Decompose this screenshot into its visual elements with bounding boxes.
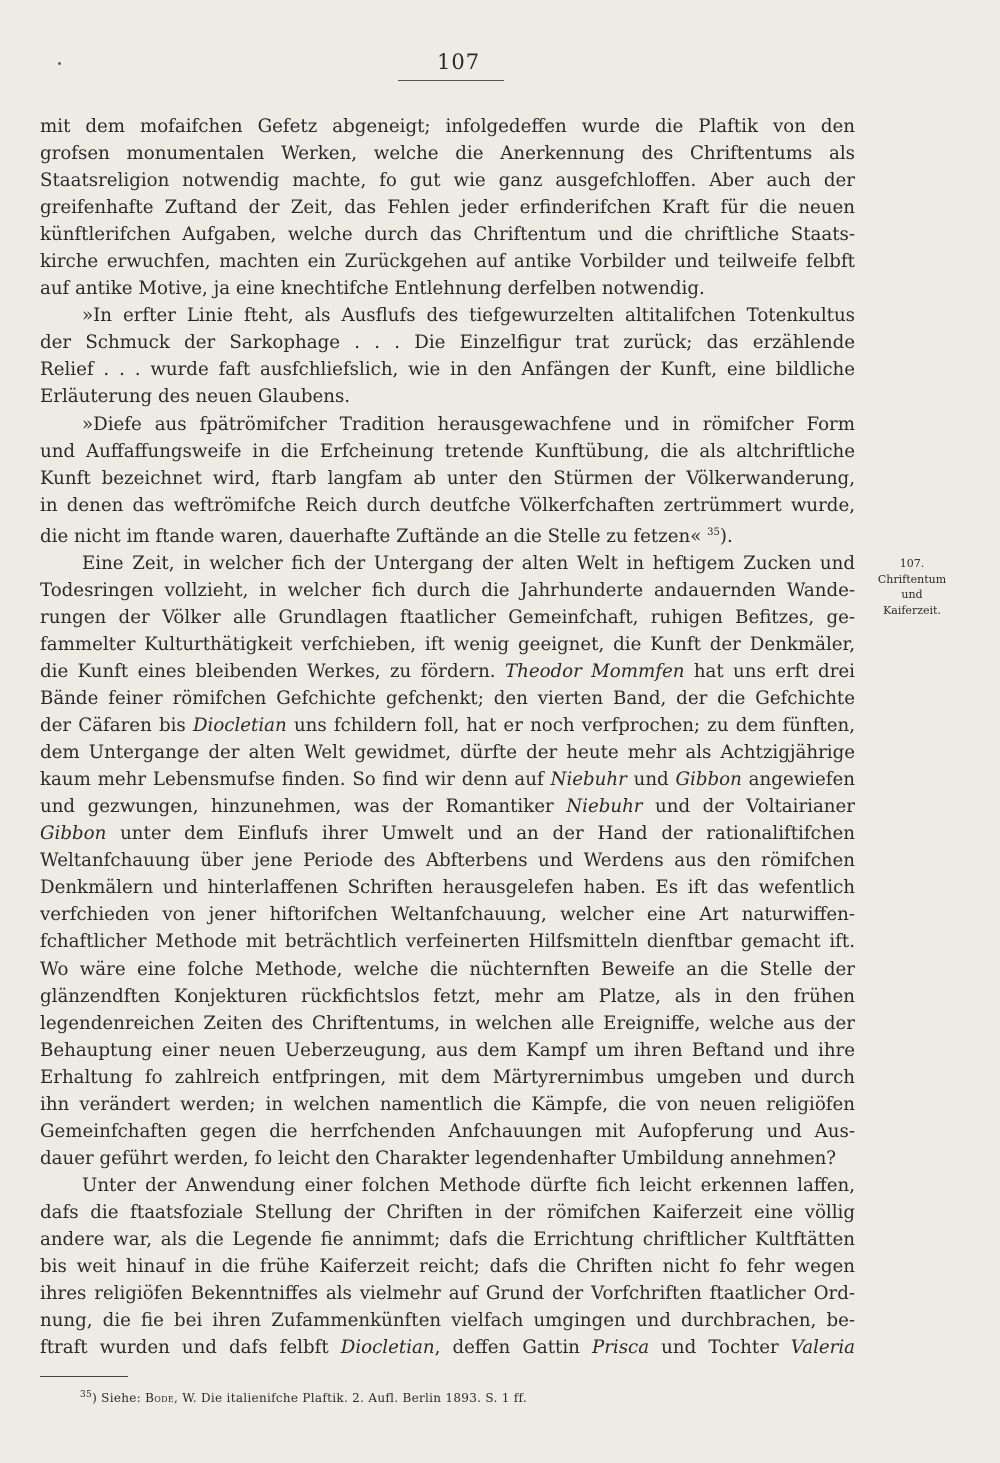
text-line: Erläuterung des neuen Glaubens. — [40, 386, 351, 408]
text-line — [40, 766, 855, 793]
text-line — [40, 519, 855, 550]
person-name: Valeria — [790, 1337, 856, 1359]
text-line: Kunft bezeichnet wird, ftarb langfam ab unter den Stürmen der Völkerwanderung, — [40, 467, 855, 489]
paragraph-1 — [40, 113, 855, 302]
text-line: greifenhafte Zuftand der Zeit, das Fehlen jeder erfinderifchen Kraft für die neuen — [40, 197, 855, 219]
speck — [58, 62, 61, 65]
text-line: Behauptung einer neuen Ueberzeugung, aus dem Kampf um ihren Beftand und ihre — [40, 1039, 855, 1061]
text-line — [40, 820, 855, 847]
margin-note — [868, 556, 956, 618]
paragraph-2 — [40, 302, 855, 410]
text-run: ). — [719, 525, 733, 547]
text-line: fammelter Kulturthätigkeit verfchieben, ift wenig geeignet, die Kunft der Denkmäler, — [40, 633, 855, 655]
text-line: Bände feiner römifchen Gefchichte gefchenkt; den vierten Band, der die Gefchichte — [40, 688, 855, 710]
footnote-siehe: Siehe: — [101, 1391, 142, 1405]
paragraph-5 — [40, 1172, 855, 1361]
footnote-ref: 35 — [707, 526, 720, 538]
margin-note-line: Kaiferzeit. — [883, 603, 941, 617]
text-line: Erhaltung fo zahlreich entfpringen, mit dem Märtyrernimbus umgeben und durch — [40, 1066, 855, 1088]
text-run: und gezwungen, hinzunehmen, was der Romantiker — [40, 796, 554, 818]
text-line: ihres religiöfen Bekenntniffes als vielmehr auf Grund der Vorfchriften ftaatlicher Ord- — [40, 1283, 855, 1305]
person-name: Prisca — [591, 1337, 650, 1359]
text-run: und Tochter — [661, 1337, 779, 1359]
text-line: in denen das weftrömifche Reich durch deutfche Völkerfchaften zertrümmert wurde, — [40, 494, 855, 516]
text-line: der Schmuck der Sarkophage . . . Die Einzelfigur trat zurück; das erzählende — [40, 332, 855, 354]
text-run: die Kunft eines bleibenden Werkes, zu fördern. — [40, 661, 496, 682]
body-text — [40, 113, 855, 1361]
text-run: und der Voltairianer — [655, 796, 855, 818]
text-line: Relief . . . wurde faft ausfchliefslich, wie in den Anfängen der Kunft, eine bildliche — [40, 359, 855, 381]
text-line: Todesringen vollzieht, in welcher fich durch die Jahrhunderte andauernden Wande- — [40, 579, 855, 601]
text-run: angewiefen — [748, 769, 855, 791]
text-line: Unter der Anwendung einer folchen Methode dürfte fich leicht erkennen laffen, — [82, 1174, 855, 1196]
text-run: und — [633, 769, 669, 791]
page-number: 107 — [437, 50, 481, 74]
text-line — [40, 793, 855, 820]
header-rule — [398, 80, 504, 81]
text-line: dafs die ftaatsfoziale Stellung der Chriften in der römifchen Kaiferzeit eine völlig — [40, 1201, 855, 1223]
person-name: Niebuhr — [566, 796, 643, 818]
text-line: verfchieden von jener hiftorifchen Weltanfchauung, welcher eine Art naturwiffen- — [40, 904, 855, 926]
margin-note-number: 107. — [899, 557, 925, 570]
person-name: Niebuhr — [550, 769, 627, 791]
paragraph-3 — [40, 411, 855, 550]
text-line: ihn verändert werden; in welchen namentlich die Kämpfe, die von neuen religiöfen — [40, 1093, 855, 1115]
text-run: die nicht im ftande waren, dauerhafte Zuftände an die Stelle zu fetzen« — [40, 525, 702, 547]
text-line: andere war, als die Legende fie annimmt; dafs die Errichtung chriftlicher Kultftätten — [40, 1228, 855, 1250]
text-line: fchaftlicher Methode mit beträchtlich verfeinerten Hilfsmitteln dienftbar gemacht ift. — [40, 931, 855, 953]
text-line: dem Untergange der alten Welt gewidmet, dürfte der heute mehr als Achtzigjährige — [40, 742, 855, 764]
text-line — [40, 712, 855, 739]
text-line: mit dem mofaifchen Gefetz abgeneigt; infolgedeffen wurde die Plaftik von den — [40, 116, 855, 137]
text-line: »In erfter Linie fteht, als Ausflufs des tiefgewurzelten altitalifchen Totenkultus — [82, 305, 855, 327]
text-line: künftlerifchen Aufgaben, welche durch das Chriftentum und die chriftliche Staats- — [40, 224, 855, 246]
footnote — [80, 1387, 527, 1406]
text-run: uns fchildern foll, hat er noch verfprochen; zu dem fünften, — [293, 715, 855, 737]
text-run: der Cäfaren bis — [40, 715, 186, 737]
text-line: dauer geführt werden, fo leicht den Charakter legendenhafter Umbildung annehmen? — [40, 1147, 837, 1169]
footnote-rule — [40, 1376, 128, 1377]
footnote-author: Bode — [145, 1391, 174, 1405]
text-line: Wo wäre eine folche Methode, welche die nüchternften Beweife an die Stelle der — [40, 958, 855, 980]
text-line: glänzendften Konjekturen rückfichtslos fetzt, mehr am Platze, als in den frühen — [40, 985, 855, 1007]
person-name: Diocletian — [340, 1337, 435, 1359]
person-name: Diocletian — [192, 715, 287, 737]
paragraph-4 — [40, 550, 855, 1172]
text-line: legendenreichen Zeiten des Chriftentums, in welchen alle Ereigniffe, welche aus der — [40, 1012, 855, 1034]
text-line: und Auffaffungsweife in die Erfcheinung tretende Kunftübung, die als altchriftliche — [40, 440, 855, 462]
margin-note-line: und — [901, 588, 923, 601]
text-line: Staatsreligion notwendig machte, fo gut wie ganz ausgefchloffen. Aber auch der — [40, 170, 855, 192]
text-line: grofsen monumentalen Werken, welche die Anerkennung des Chriftentums als — [40, 143, 855, 165]
text-line: auf antike Motive, ja eine knechtifche Entlehnung derfelben notwendig. — [40, 278, 705, 300]
text-line: rungen der Völker alle Grundlagen ftaatlicher Gemeinfchaft, ruhigen Befitzes, ge- — [40, 606, 855, 628]
text-run: hat uns erft drei — [693, 661, 855, 682]
text-run: , deffen Gattin — [434, 1337, 580, 1359]
text-run: unter dem Einflufs ihrer Umwelt und an der Hand der rationaliftifchen — [120, 823, 855, 845]
text-line: Weltanfchauung über jene Periode des Abfterbens und Werdens aus den römifchen — [40, 850, 855, 872]
text-line — [40, 658, 855, 685]
person-name: Gibbon — [675, 769, 742, 791]
text-line: kirche erwuchfen, machten ein Zurückgehen auf antike Vorbilder und teilweife felbft — [40, 251, 855, 273]
text-line: Denkmälern und hinterlaffenen Schriften herausgelefen haben. Es ift das wefentlich — [40, 877, 855, 899]
footnote-number: 35 — [80, 1390, 93, 1400]
person-name: Gibbon — [40, 823, 107, 845]
text-line: nung, die fie bei ihren Zufammenkünften vielfach umgingen und durchbrachen, be- — [40, 1310, 855, 1332]
margin-note-line: Chriftentum — [877, 572, 947, 586]
footnote-citation: , W. Die italienifche Plaftik. 2. Aufl. Berlin 1893. S. 1 ff. — [173, 1391, 527, 1405]
text-line: Eine Zeit, in welcher fich der Untergang der alten Welt in heftigem Zucken und — [82, 552, 855, 574]
text-run: kaum mehr Lebensmufse finden. So find wir denn auf — [40, 769, 544, 791]
footnote-paren: ) — [92, 1391, 98, 1405]
text-line: »Diefe aus fpätrömifcher Tradition herausgewachfene und in römifcher Form — [82, 413, 855, 435]
text-run: ftraft wurden und dafs felbft — [40, 1337, 329, 1359]
text-line: bis weit hinauf in die frühe Kaiferzeit reicht; dafs die Chriften nicht fo fehr wegen — [40, 1256, 855, 1278]
person-name: Theodor Mommfen — [504, 661, 685, 682]
text-line — [40, 1334, 855, 1361]
text-line: Gemeinfchaften gegen die herrfchenden Anfchauungen mit Aufopferung und Aus- — [40, 1120, 855, 1142]
